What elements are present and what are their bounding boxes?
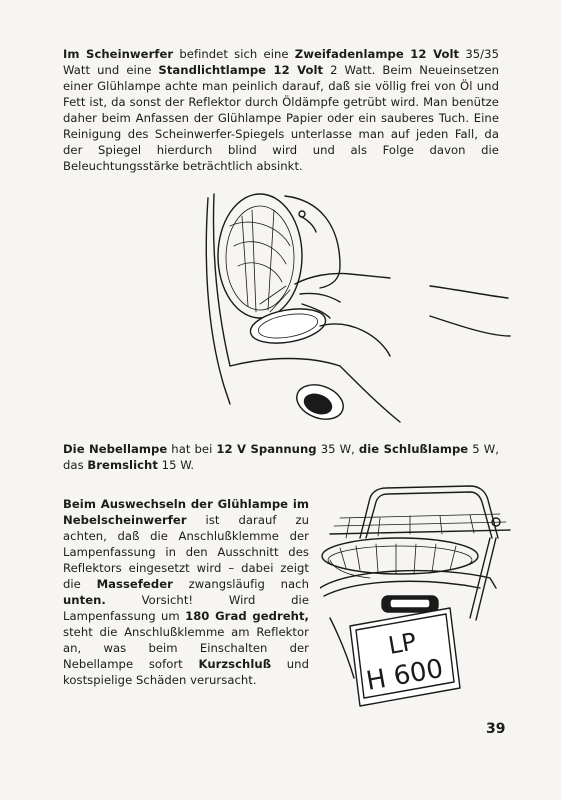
text-bold: Massefeder: [96, 577, 173, 591]
text-bold: Bremslicht: [87, 458, 158, 472]
text: 15 W.: [157, 458, 195, 472]
text-bold: 180 Grad gedreht,: [185, 609, 309, 623]
text: ist darauf zu achten, daß die Anschlußklemme der Lampenfassung in den Ausschnitt des Reflektors eingesetzt wird – dabei zeigt die: [63, 513, 309, 591]
text: 35/35 Watt und eine: [63, 47, 499, 77]
plate-line2: H 600: [364, 653, 446, 697]
text-bold: Standlichtlampe 12 Volt: [158, 63, 324, 77]
text-bold: Die Nebellampe: [63, 442, 168, 456]
text-bold: die Schlußlampe: [358, 442, 469, 456]
bulb-replacement-paragraph: [63, 496, 309, 688]
text: steht die Anschlußklemme am Reflektor an, was beim Einschalten der Nebellampe sofort: [63, 625, 309, 671]
text-bold: 12 V Spannung: [216, 442, 317, 456]
text-bold: Im Scheinwerfer: [63, 47, 174, 61]
headlamp-paragraph: [63, 46, 499, 174]
text: 5 W, das: [63, 442, 499, 472]
text-bold: Zweifadenlampe 12 Volt: [294, 47, 460, 61]
text-bold: Kurzschluß: [198, 657, 272, 671]
text: und kostspielige Schäden verursacht.: [63, 657, 309, 687]
plate-line1: LP: [386, 627, 419, 660]
text: hat bei: [167, 442, 217, 456]
fog-lamp-paragraph: [63, 441, 499, 473]
text: Vorsicht! Wird die Lampenfassung um: [63, 593, 309, 623]
text: 35 W,: [316, 442, 359, 456]
text: 2 Watt. Beim Neueinsetzen einer Glühlampe achte man peinlich darauf, daß sie völlig frei von Öl und Fett ist, da sonst der Reflektor durch Öldämpfe getrübt wird. Man benütze daher beim Anfassen der Glühlampe Papier oder ein sauberes Tuch. Eine Reinigung des Scheinwerfer-Spiegels unterlasse man auf jeden Fall, da der Spiegel hierdurch blind wird und als Folge davon die Beleuchtungsstärke beträchtlich absinkt.: [63, 63, 499, 173]
text-bold: Beim Auswechseln der Glühlampe im Nebelscheinwerfer: [63, 497, 309, 527]
text: zwangsläufig nach: [172, 577, 309, 591]
headlamp-illustration: [190, 186, 520, 436]
text: befindet sich eine: [173, 47, 295, 61]
luggage-rack-illustration: [320, 478, 516, 710]
page-number: 39: [486, 721, 506, 737]
text-bold: unten.: [63, 593, 106, 607]
